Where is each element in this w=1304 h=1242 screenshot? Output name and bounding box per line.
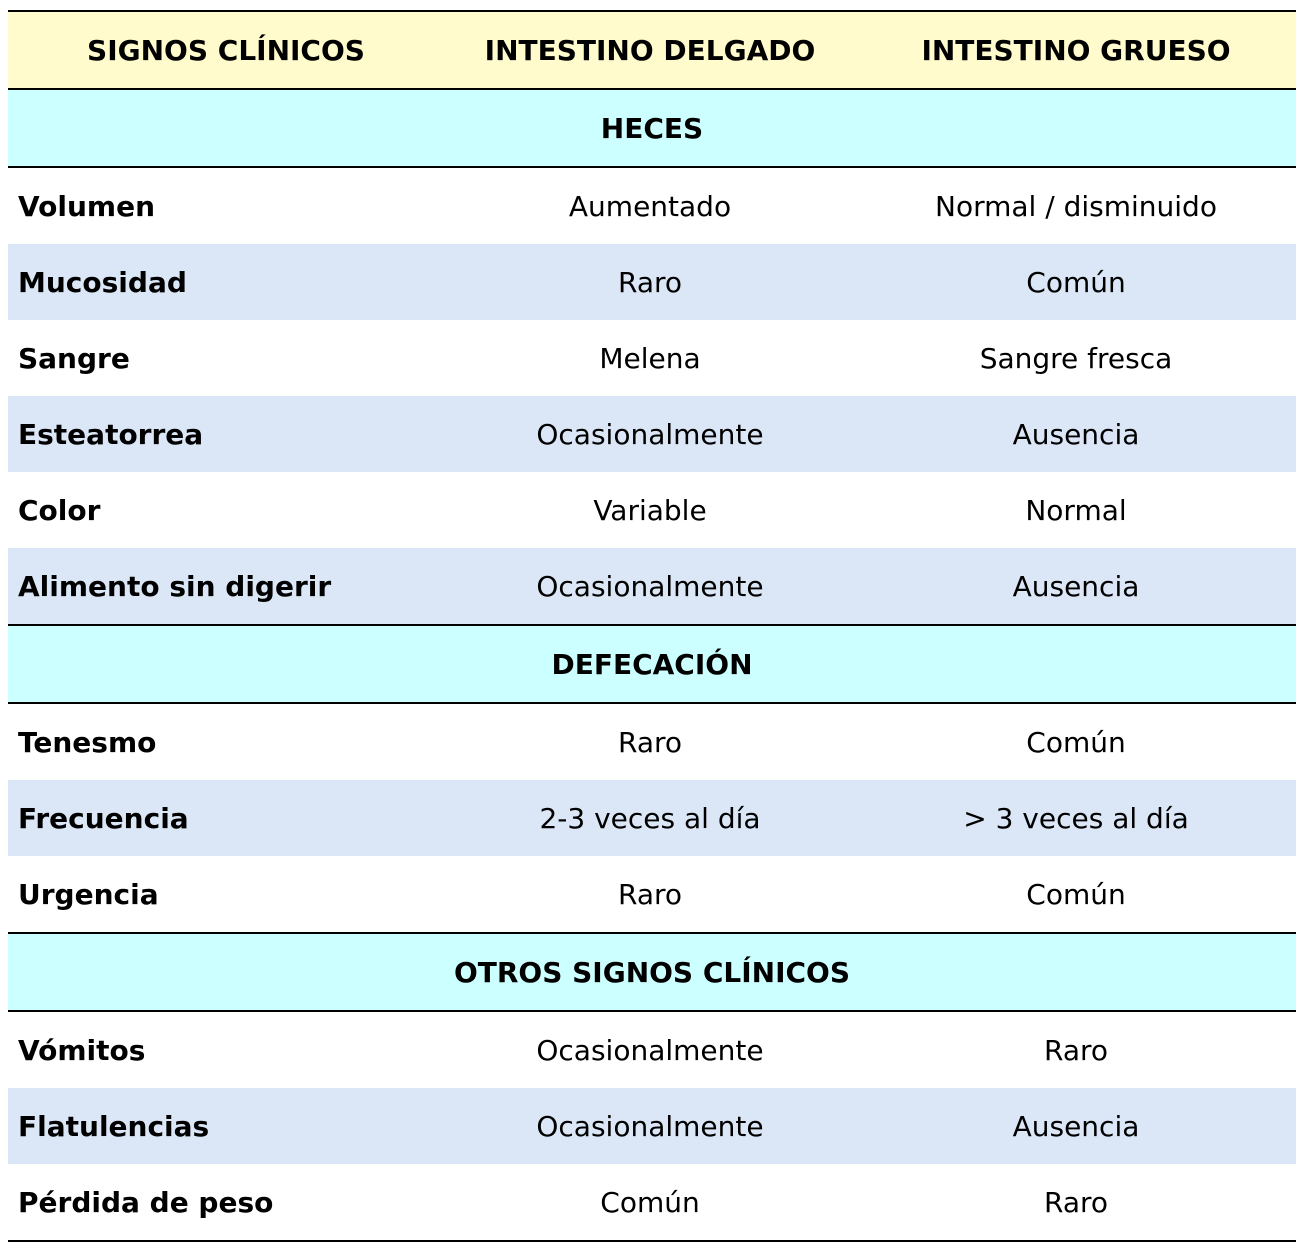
sign-label: Mucosidad <box>8 244 444 320</box>
section-row-otros-signos <box>8 933 1296 1011</box>
table-row <box>8 1088 1296 1164</box>
sign-label: Urgencia <box>18 877 159 911</box>
small-intestine-value: Ocasionalmente <box>444 1088 856 1164</box>
section-title: DEFECACIÓN <box>8 625 1296 703</box>
large-intestine-value: Sangre fresca <box>979 341 1173 375</box>
table-row <box>8 320 1296 396</box>
section-row-heces <box>8 89 1296 167</box>
table-row <box>8 703 1296 780</box>
small-intestine-value: Raro <box>617 877 683 911</box>
sign-label: Esteatorrea <box>8 396 444 472</box>
small-intestine-value: Melena <box>599 341 701 375</box>
header-intestino-delgado: INTESTINO DELGADO <box>444 11 856 89</box>
section-row-defecacion <box>8 625 1296 703</box>
table-header-row <box>8 11 1296 89</box>
large-intestine-value: Común <box>1026 725 1126 759</box>
table-row <box>8 856 1296 933</box>
sign-label: Alimento sin digerir <box>8 548 444 625</box>
large-intestine-value: Raro <box>856 1164 1296 1241</box>
small-intestine-value: Ocasionalmente <box>536 1033 764 1067</box>
section-title: OTROS SIGNOS CLÍNICOS <box>8 933 1296 1011</box>
table-row <box>8 167 1296 244</box>
sign-label: Volumen <box>18 189 156 223</box>
sign-label: Vómitos <box>18 1033 146 1067</box>
large-intestine-value: Normal <box>1025 493 1127 527</box>
large-intestine-value: Ausencia <box>856 1088 1296 1164</box>
table-row <box>8 780 1296 856</box>
large-intestine-value: Ausencia <box>856 548 1296 625</box>
header-signos-clinicos: SIGNOS CLÍNICOS <box>8 11 444 89</box>
small-intestine-value: Raro <box>444 244 856 320</box>
large-intestine-value: Común <box>1026 877 1126 911</box>
sign-label: Sangre <box>18 341 130 375</box>
clinical-signs-table <box>8 10 1296 1242</box>
small-intestine-value: Variable <box>593 493 707 527</box>
sign-label: Color <box>18 493 101 527</box>
table-row <box>8 472 1296 548</box>
large-intestine-value: Raro <box>1043 1033 1109 1067</box>
small-intestine-value: Aumentado <box>568 189 732 223</box>
sign-label: Tenesmo <box>18 725 157 759</box>
sign-label: Pérdida de peso <box>8 1164 444 1241</box>
table-row <box>8 244 1296 320</box>
table-row <box>8 1011 1296 1088</box>
large-intestine-value: > 3 veces al día <box>856 780 1296 856</box>
table-row <box>8 548 1296 625</box>
table-row <box>8 396 1296 472</box>
section-title: HECES <box>8 89 1296 167</box>
small-intestine-value: Raro <box>617 725 683 759</box>
sign-label: Flatulencias <box>8 1088 444 1164</box>
large-intestine-value: Ausencia <box>856 396 1296 472</box>
small-intestine-value: Ocasionalmente <box>444 548 856 625</box>
small-intestine-value: Ocasionalmente <box>444 396 856 472</box>
small-intestine-value: Común <box>444 1164 856 1241</box>
table-row <box>8 1164 1296 1241</box>
header-intestino-grueso: INTESTINO GRUESO <box>856 11 1296 89</box>
large-intestine-value: Común <box>856 244 1296 320</box>
sign-label: Frecuencia <box>8 780 444 856</box>
small-intestine-value: 2-3 veces al día <box>444 780 856 856</box>
large-intestine-value: Normal / disminuido <box>935 189 1217 223</box>
